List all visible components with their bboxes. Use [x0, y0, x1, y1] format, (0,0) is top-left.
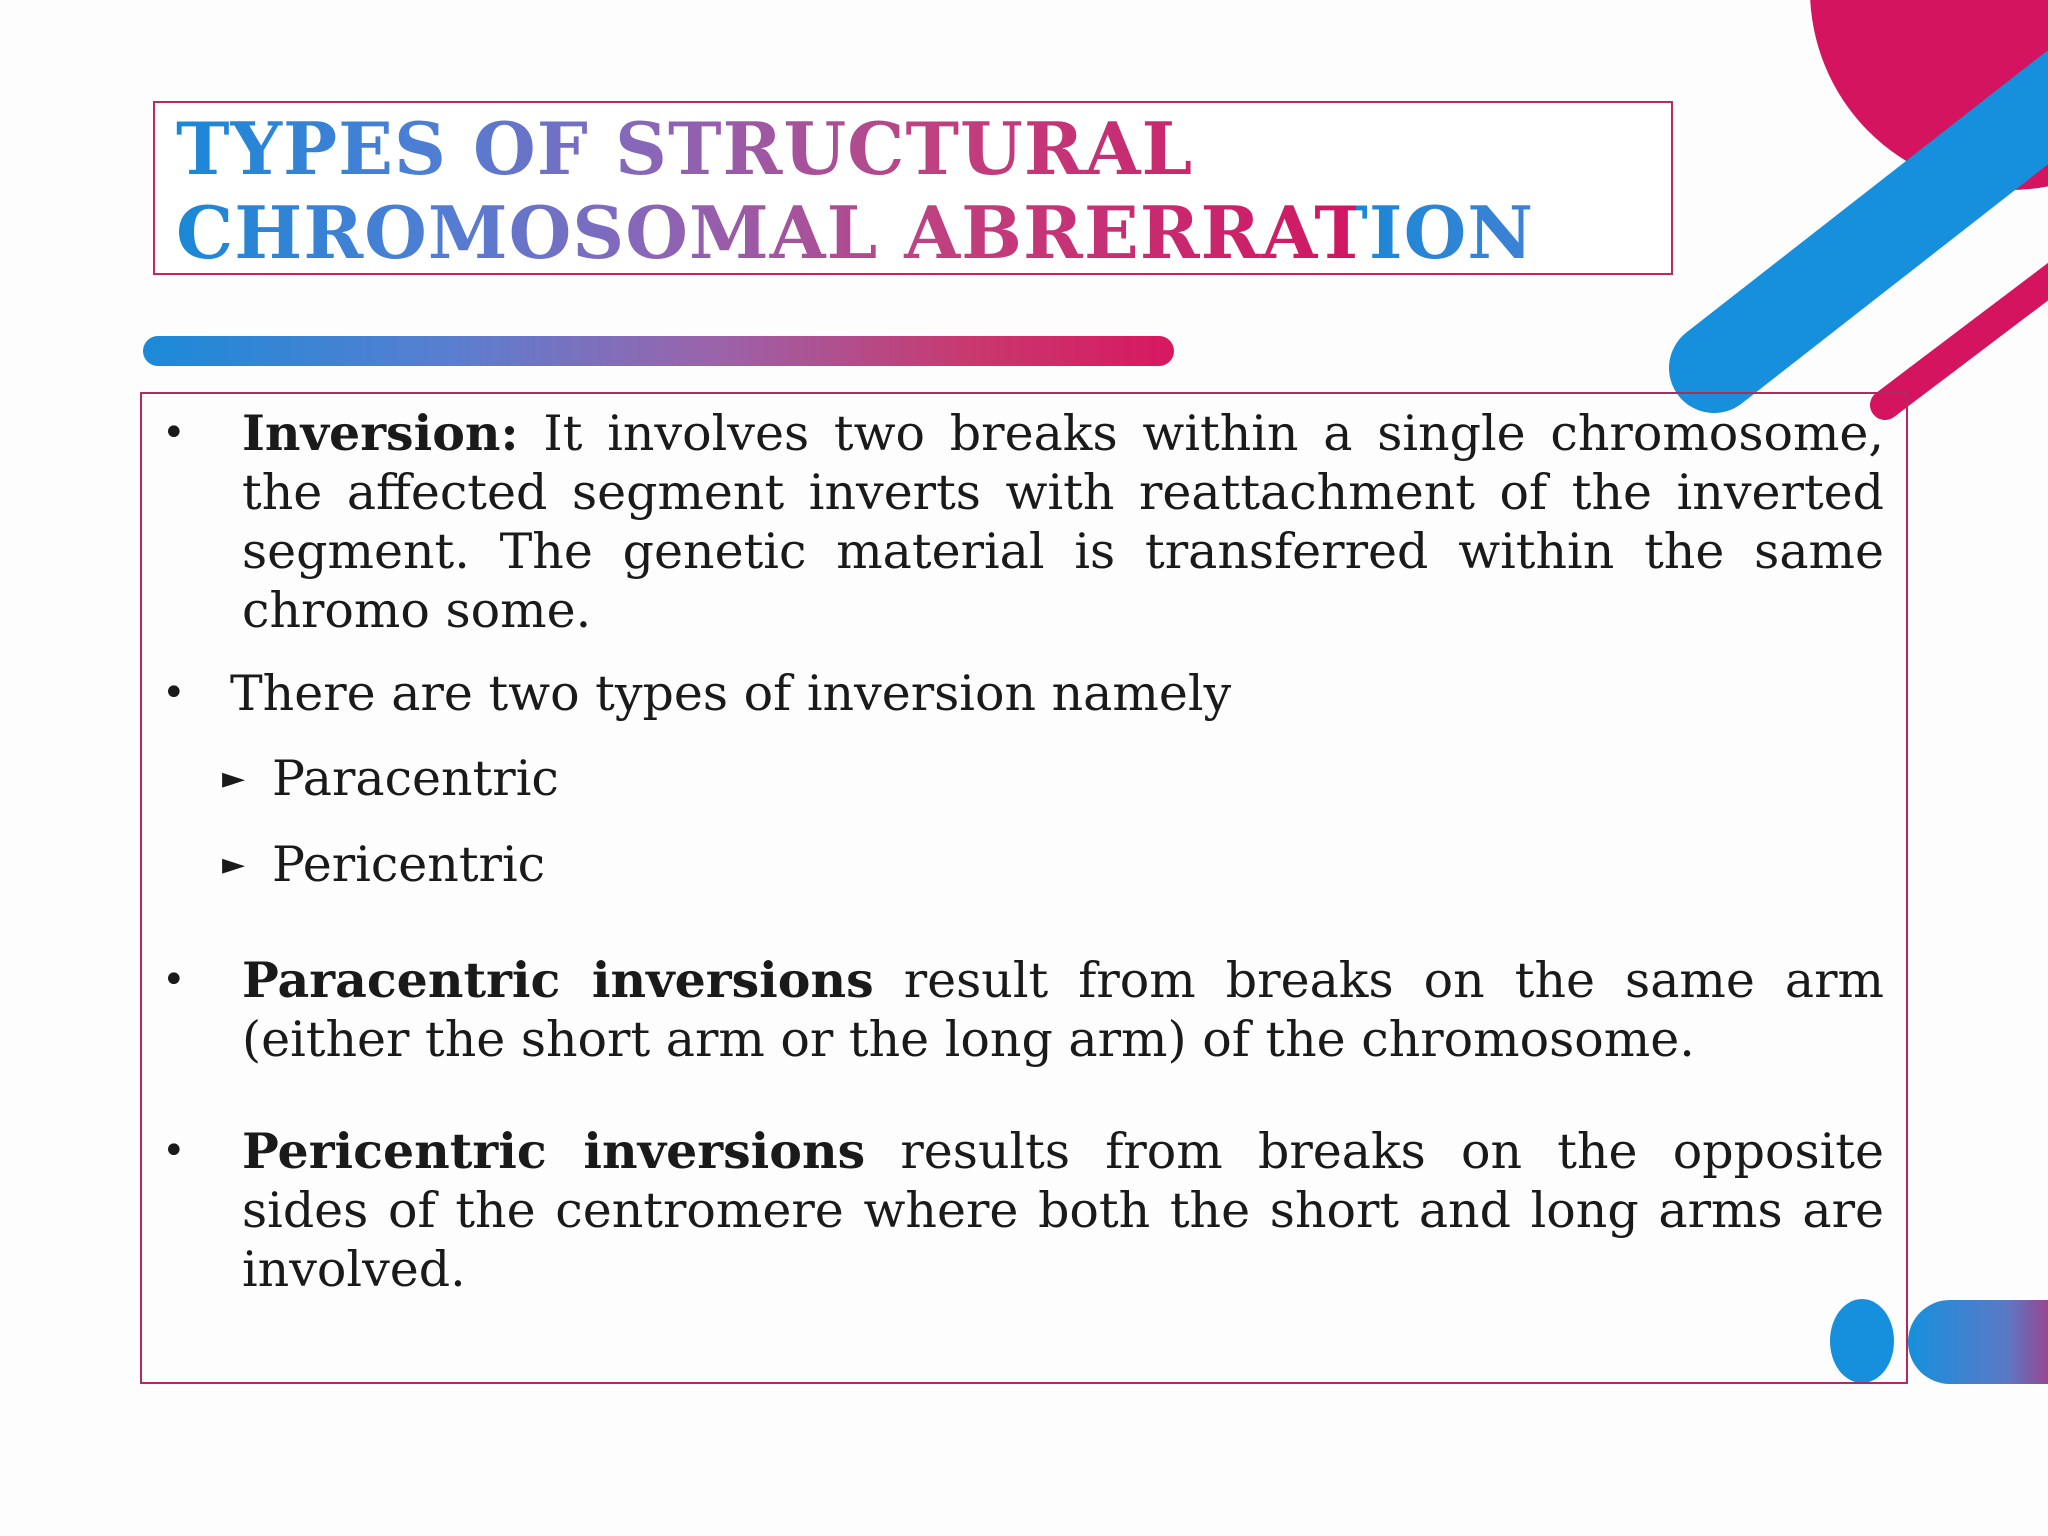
bullet-dot: •: [162, 410, 186, 456]
bullet-pericentric-text: [242, 1122, 1884, 1299]
bullet-pericentric-term: Pericentric inversions: [242, 1122, 866, 1180]
bullet-pericentric-body: results from breaks on the opposite sides of the centromere where both the short and long arms are involved.: [242, 1123, 1884, 1298]
bullet-paracentric-text: [242, 951, 1884, 1069]
bullet-paracentric-term: Paracentric inversions: [242, 951, 874, 1009]
arrow-bullet-icon: ►: [222, 847, 246, 882]
decorative-shapes-svg: [1650, 0, 2048, 430]
bullet-dot: •: [162, 670, 186, 716]
decorative-shapes-top-right: [1650, 0, 2048, 430]
bullet-inversion-body: It involves two breaks within a single chromosome, the affected segment inverts with reattachment of the inverted segment. The genetic material is transferred within the same chromo some.: [242, 405, 1884, 639]
slide-title-line-2: CHROMOSOMAL ABRERRATION: [176, 190, 1535, 275]
bullet-paracentric-body: result from breaks on the same arm (either the short arm or the long arm) of the chromosome.: [242, 952, 1884, 1068]
arrow-bullet-icon: ►: [222, 761, 246, 796]
subitem-pericentric-label: Pericentric: [272, 836, 546, 893]
bullet-inversion-text: [242, 404, 1884, 640]
bullet-dot: •: [162, 1128, 186, 1174]
gradient-divider-bar: [143, 336, 1174, 366]
bullet-inversion-term: Inversion:: [242, 404, 519, 462]
content-box: [140, 392, 1908, 1384]
subitem-paracentric-label: Paracentric: [272, 750, 559, 807]
title-box: [153, 101, 1673, 275]
slide-title-line-1: TYPES OF STRUCTURAL: [176, 106, 1194, 191]
gradient-pill-shape: [1908, 1300, 2048, 1384]
bullet-types-text: There are two types of inversion namely: [230, 665, 1232, 722]
bullet-dot: •: [162, 957, 186, 1003]
magenta-diagonal-stripe: [1885, 265, 2048, 405]
